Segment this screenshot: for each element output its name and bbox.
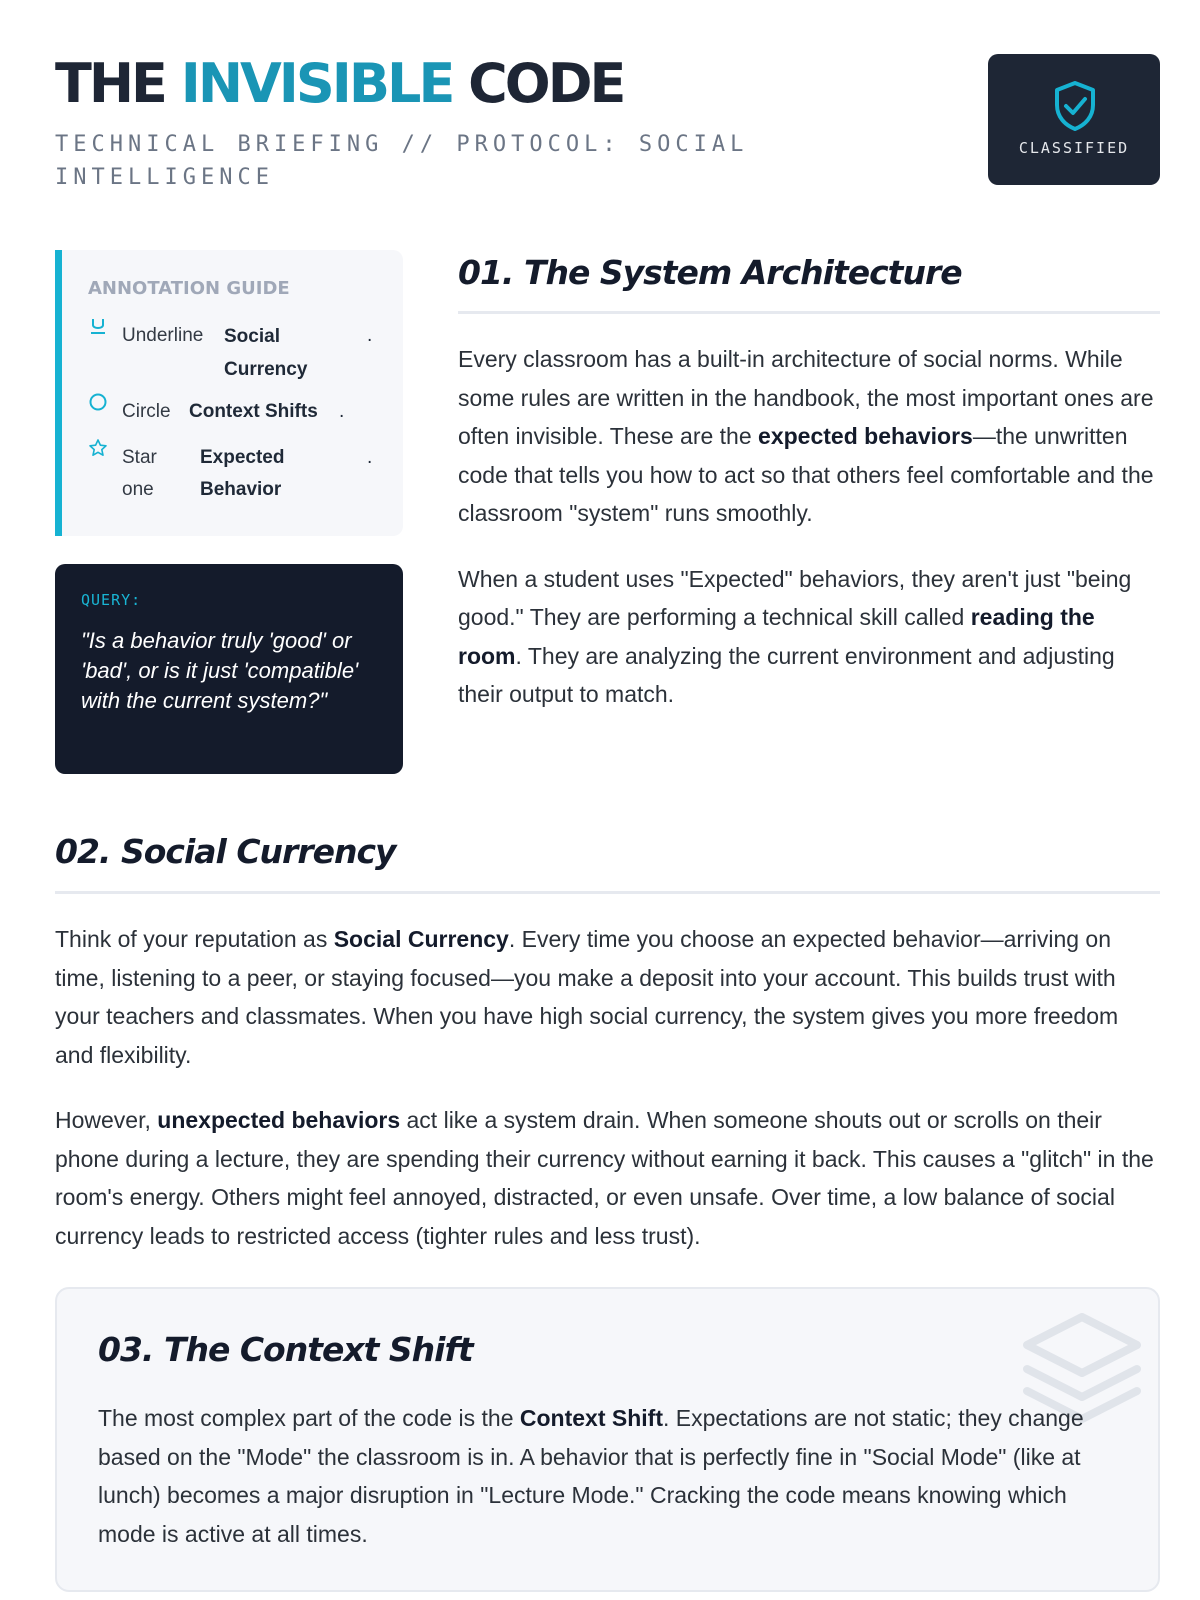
text-run: . Every time you choose an expected behavior—arriving on time, listening to a peer, or staying focused—you make a deposit into your account. This builds trust with your teachers and classmates. When you have high social currency, the system gives you more freedom and flexibility. xyxy=(55,926,1119,1068)
section-paragraph xyxy=(458,560,1160,714)
query-box xyxy=(55,564,403,774)
text-run: Every classroom has a built-in architecture of social norms. While some rules are written in the handbook, the most important ones are often invisible. These are the xyxy=(458,346,1154,449)
query-label: QUERY: xyxy=(81,591,142,609)
circle-icon xyxy=(88,392,108,414)
guide-dot: . xyxy=(367,447,373,468)
section-paragraph xyxy=(55,1101,1160,1255)
guide-item-circle xyxy=(88,392,388,428)
classified-badge xyxy=(988,54,1160,185)
bold-text: Context Shift xyxy=(519,1405,663,1431)
section-social-currency xyxy=(55,831,1160,1255)
guide-dot: . xyxy=(339,401,345,422)
guide-action: Circle xyxy=(122,401,171,422)
underline-icon xyxy=(88,316,108,338)
bold-text: reading the room xyxy=(458,604,1095,669)
section-paragraph xyxy=(98,1399,1108,1553)
text-run: —the unwritten code that tells you how to act so that others feel comfortable and the classroom "system" runs smoothly. xyxy=(458,423,1154,526)
guide-target: Social Currency xyxy=(224,326,308,380)
bold-text: unexpected behaviors xyxy=(157,1107,401,1133)
title-accent: INVISIBLE xyxy=(180,52,453,115)
text-run: When a student uses "Expected" behaviors, they aren't just "being good." They are performing a technical skill called xyxy=(458,565,1132,630)
guide-item-underline xyxy=(88,316,388,386)
bold-text: Social Currency xyxy=(333,926,509,952)
section-divider xyxy=(55,891,1160,894)
text-run: The most complex part of the code is the xyxy=(98,1405,520,1431)
text-run: . Expectations are not static; they change based on the "Mode" the classroom is in. A behavior that is perfectly fine in "Social Mode" (like at lunch) becomes a major disruption in "Lecture Mode." Cracking the code means knowing which mode is active at all times. xyxy=(98,1405,1084,1547)
section-divider xyxy=(458,311,1160,314)
text-run: Think of your reputation as xyxy=(55,926,334,952)
title-part-2: CODE xyxy=(468,52,624,115)
page-subtitle: TECHNICAL BRIEFING // PROTOCOL: SOCIAL INTELLIGENCE xyxy=(55,132,749,190)
title-part-1: THE xyxy=(55,52,165,115)
guide-title: ANNOTATION GUIDE xyxy=(88,278,290,299)
guide-target: Context Shifts xyxy=(189,401,318,422)
section-heading: 02. Social Currency xyxy=(55,832,396,871)
guide-target: Expected Behavior xyxy=(200,447,285,500)
shield-check-icon xyxy=(1052,80,1098,132)
guide-action: Star one xyxy=(122,447,157,500)
briefing-page xyxy=(55,0,1160,1600)
bold-text: expected behaviors xyxy=(758,423,973,449)
guide-action: Underline xyxy=(122,325,204,346)
guide-dot: . xyxy=(367,325,373,346)
section-heading: 01. The System Architecture xyxy=(458,253,962,292)
text-run: . They are analyzing the current environment and adjusting their output to match. xyxy=(458,642,1115,707)
query-text: "Is a behavior truly 'good' or 'bad', or is it just 'compatible' with the current system?" xyxy=(81,628,359,713)
section-context-shift xyxy=(55,1287,1160,1592)
page-header xyxy=(55,52,1160,192)
section-heading: 03. The Context Shift xyxy=(98,1330,473,1369)
guide-item-star xyxy=(88,438,388,508)
section-system-architecture xyxy=(458,252,1160,714)
page-title xyxy=(55,52,623,116)
section-paragraph xyxy=(458,340,1160,533)
text-run: However, xyxy=(55,1107,158,1133)
badge-label: CLASSIFIED xyxy=(1018,139,1130,157)
section-paragraph xyxy=(55,920,1160,1074)
text-run: act like a system drain. When someone shouts out or scrolls on their phone during a lecture, they are spending their currency without earning it back. This causes a "glitch" in the room's energy. Others might feel annoyed, distracted, or even unsafe. Over time, a low balance of social currency leads to restricted access (tighter rules and less trust). xyxy=(55,1107,1154,1249)
annotation-guide xyxy=(55,250,403,536)
star-icon xyxy=(88,438,108,460)
